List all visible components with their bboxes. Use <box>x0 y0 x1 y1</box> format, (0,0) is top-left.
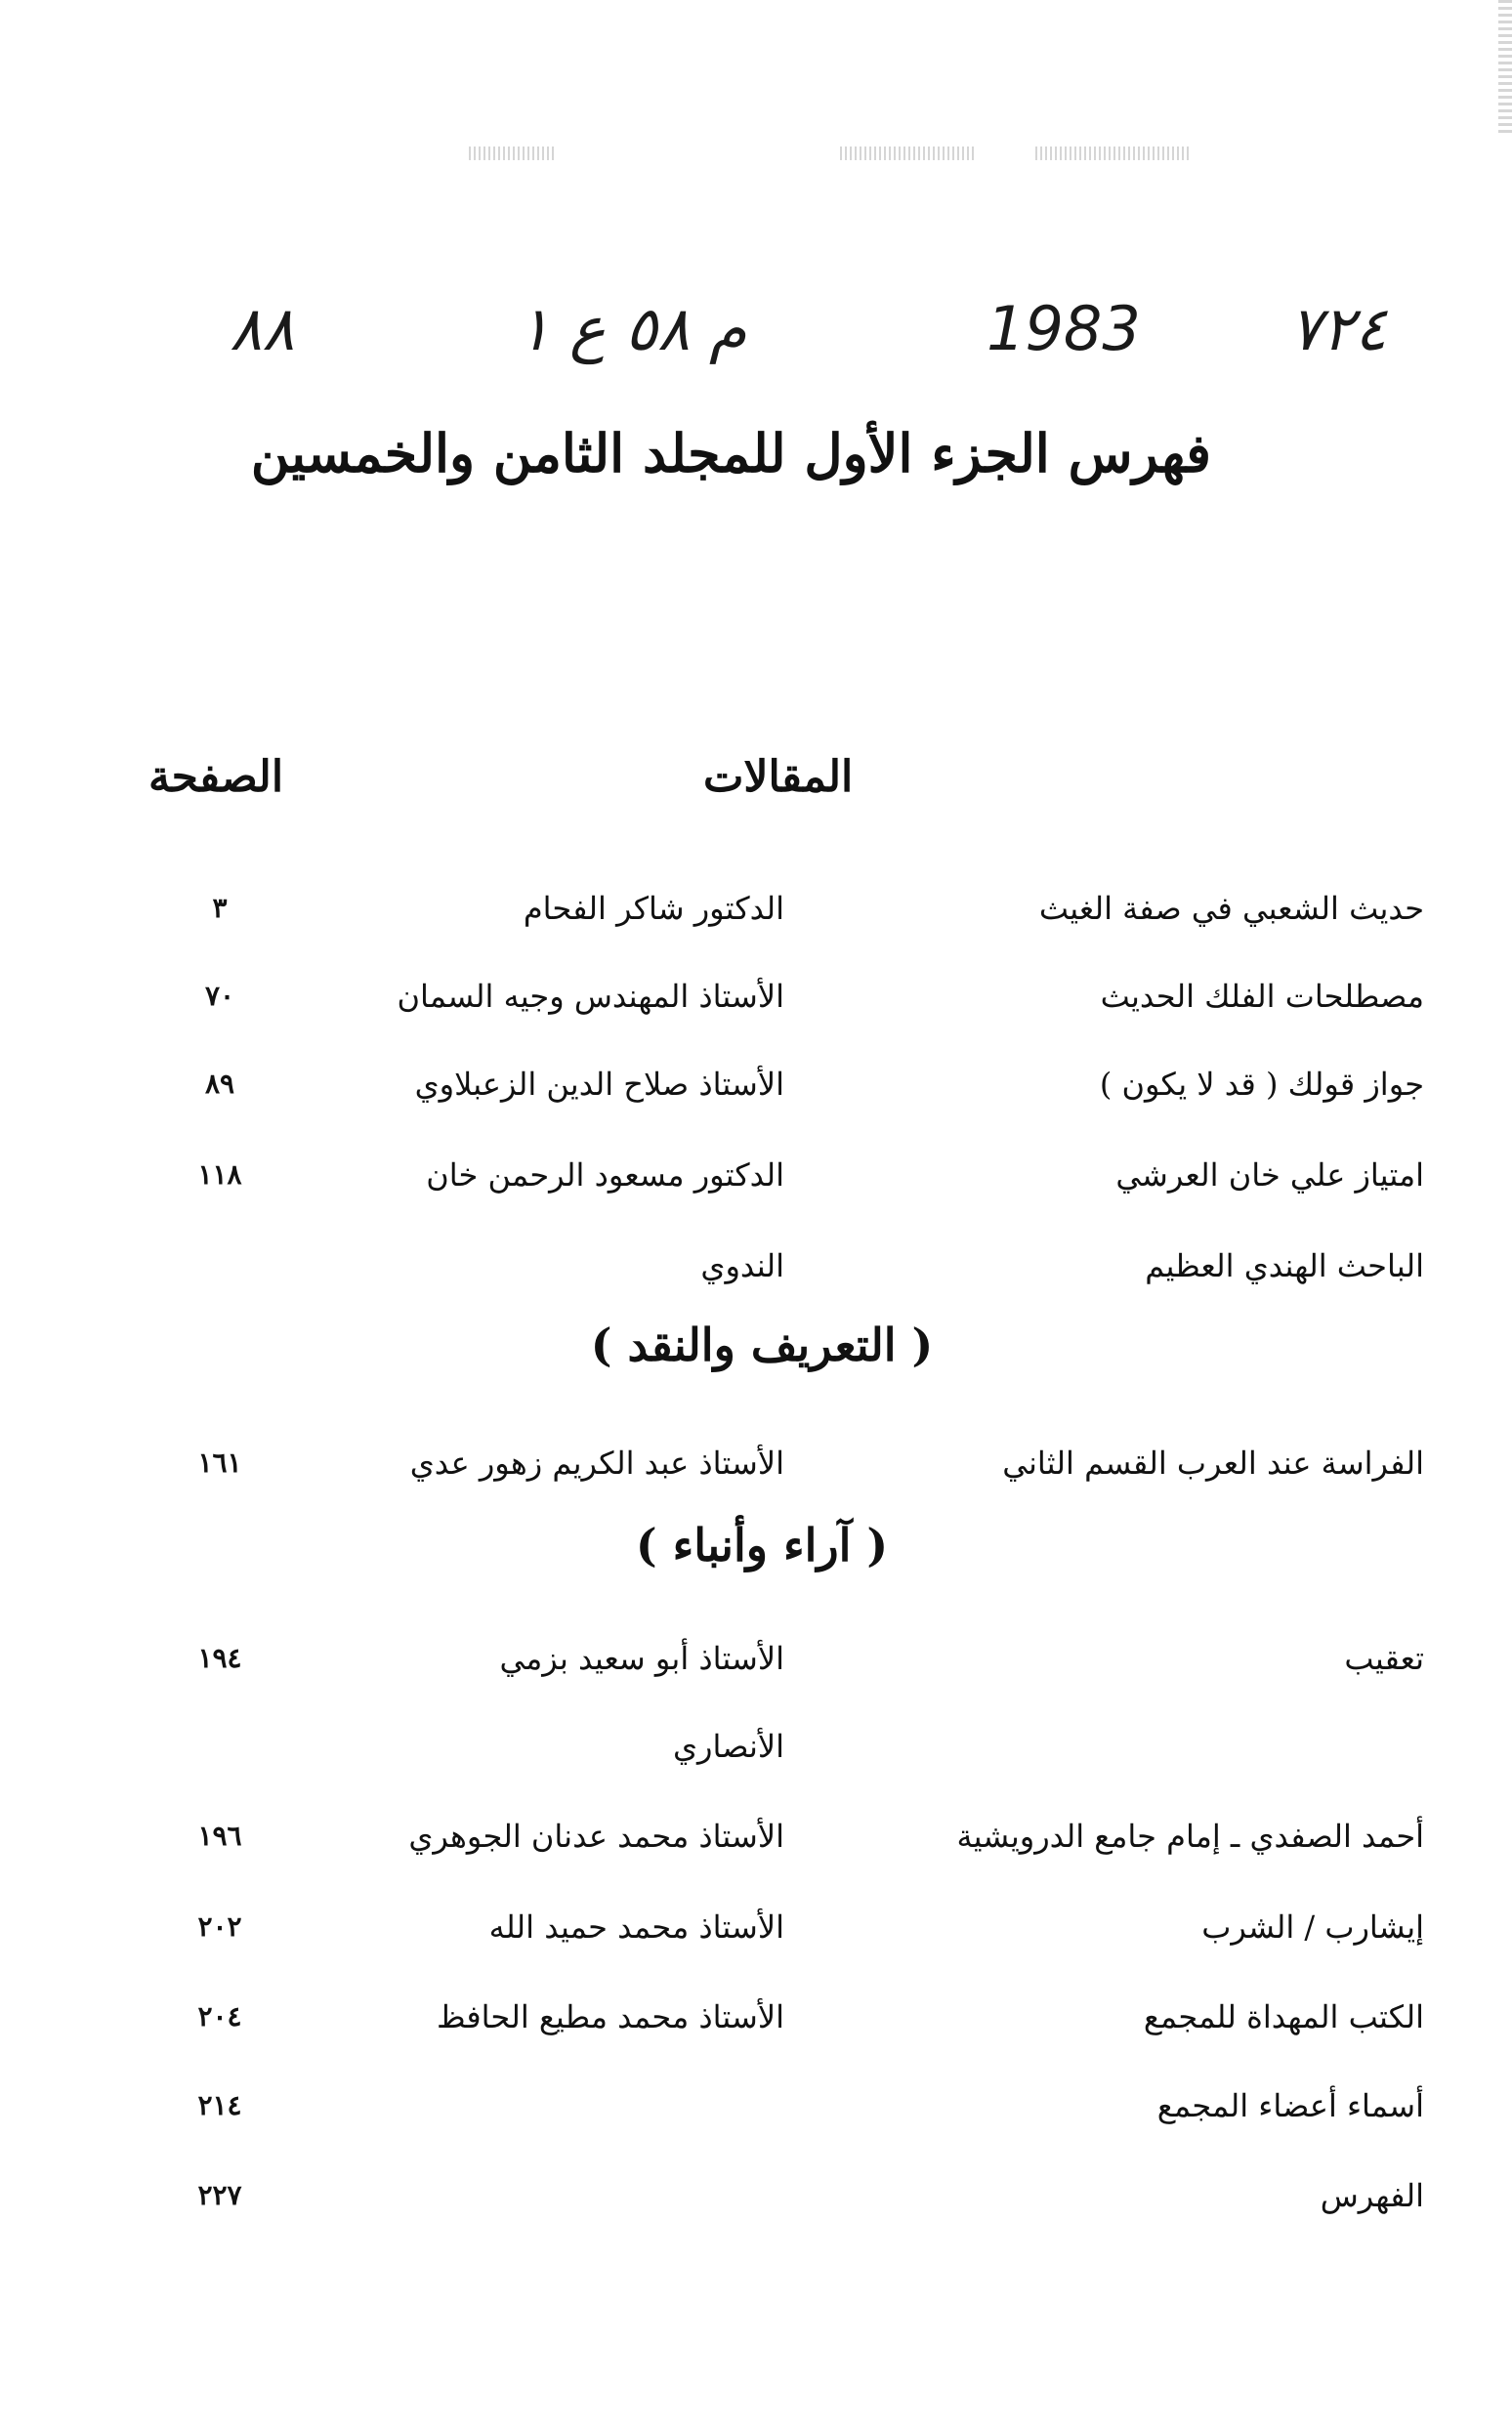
entry-page: ٢١٤ <box>197 2089 242 2121</box>
opinion-row <box>0 2076 1512 2145</box>
entry-title: أسماء أعضاء المجمع <box>1156 2087 1424 2124</box>
scan-artifact <box>840 147 977 160</box>
entry-author: الأستاذ عبد الكريم زهور عدي <box>409 1445 784 1482</box>
article-row <box>0 1055 1512 1123</box>
entry-title: مصطلحات الفلك الحديث <box>1100 978 1424 1015</box>
entry-page: ١٩٤ <box>197 1642 242 1674</box>
entry-author: الدكتور مسعود الرحمن خان <box>426 1156 784 1194</box>
entry-page: ١٩٦ <box>197 1820 242 1852</box>
entry-page: ١٦١ <box>197 1446 242 1479</box>
entry-page: ٢٠٤ <box>197 2000 242 2033</box>
article-row <box>0 967 1512 1035</box>
section-heading-opinions: ( آراء وأنباء ) <box>635 1519 889 1572</box>
entry-author: الدكتور شاكر الفحام <box>523 890 784 927</box>
entry-title: الباحث الهندي العظيم <box>1145 1247 1424 1284</box>
header-page: الصفحة <box>148 752 284 802</box>
entry-title: جواز قولك ( قد لا يكون ) <box>1099 1066 1424 1103</box>
entry-title: الفراسة عند العرب القسم الثاني <box>1002 1445 1424 1482</box>
entry-author: الأستاذ المهندس وجيه السمان <box>397 978 784 1015</box>
entry-title: أحمد الصفدي ـ إمام جامع الدرويشية <box>956 1818 1424 1855</box>
entry-title: الكتب المهداة للمجمع <box>1143 1998 1424 2035</box>
entry-author: الأستاذ محمد عدنان الجوهري <box>408 1818 784 1855</box>
handwritten-volume: م ٥٨ ع ١ <box>518 293 747 364</box>
entry-author: الأستاذ أبو سعيد بزمي <box>499 1640 784 1677</box>
entry-page: ٢٠٢ <box>197 1910 242 1943</box>
handwritten-code-right: ٧٢٤ <box>1289 293 1387 364</box>
opinion-row <box>0 1988 1512 2056</box>
page-title: فهرس الجزء الأول للمجلد الثامن والخمسين <box>250 422 1211 484</box>
article-row <box>0 879 1512 947</box>
entry-author: الأستاذ محمد مطيع الحافظ <box>436 1998 784 2035</box>
review-row <box>0 1434 1512 1502</box>
article-row <box>0 1146 1512 1214</box>
entry-author: الأستاذ محمد حميد الله <box>488 1908 784 1946</box>
handwritten-code-left: ٨٨ <box>230 293 295 364</box>
opinion-row <box>0 1717 1512 1785</box>
header-articles: المقالات <box>703 752 854 802</box>
entry-author: الأنصاري <box>672 1728 784 1765</box>
entry-title: امتياز علي خان العرشي <box>1115 1156 1424 1194</box>
section-heading-review: ( التعريف والنقد ) <box>590 1319 934 1371</box>
entry-page: ٧٠ <box>204 980 235 1012</box>
scan-edge <box>1498 0 1512 137</box>
scan-artifact <box>469 147 557 160</box>
entry-title: حديث الشعبي في صفة الغيث <box>1038 890 1424 927</box>
handwritten-year: 1983 <box>987 293 1141 364</box>
entry-author: الأستاذ صلاح الدين الزعبلاوي <box>414 1066 784 1103</box>
opinion-row <box>0 1629 1512 1698</box>
entry-title: الفهرس <box>1320 2177 1424 2214</box>
opinion-row <box>0 2166 1512 2235</box>
entry-page: ١١٨ <box>197 1158 242 1191</box>
entry-page: ٢٢٧ <box>197 2179 242 2211</box>
entry-author: الندوي <box>700 1247 784 1284</box>
opinion-row <box>0 1898 1512 1966</box>
entry-title: إيشارب / الشرب <box>1201 1908 1424 1946</box>
opinion-row <box>0 1807 1512 1875</box>
entry-page: ٨٩ <box>204 1068 235 1100</box>
entry-title: تعقيب <box>1344 1640 1424 1677</box>
entry-page: ٣ <box>212 892 228 924</box>
scan-artifact <box>1035 147 1192 160</box>
article-row <box>0 1236 1512 1305</box>
